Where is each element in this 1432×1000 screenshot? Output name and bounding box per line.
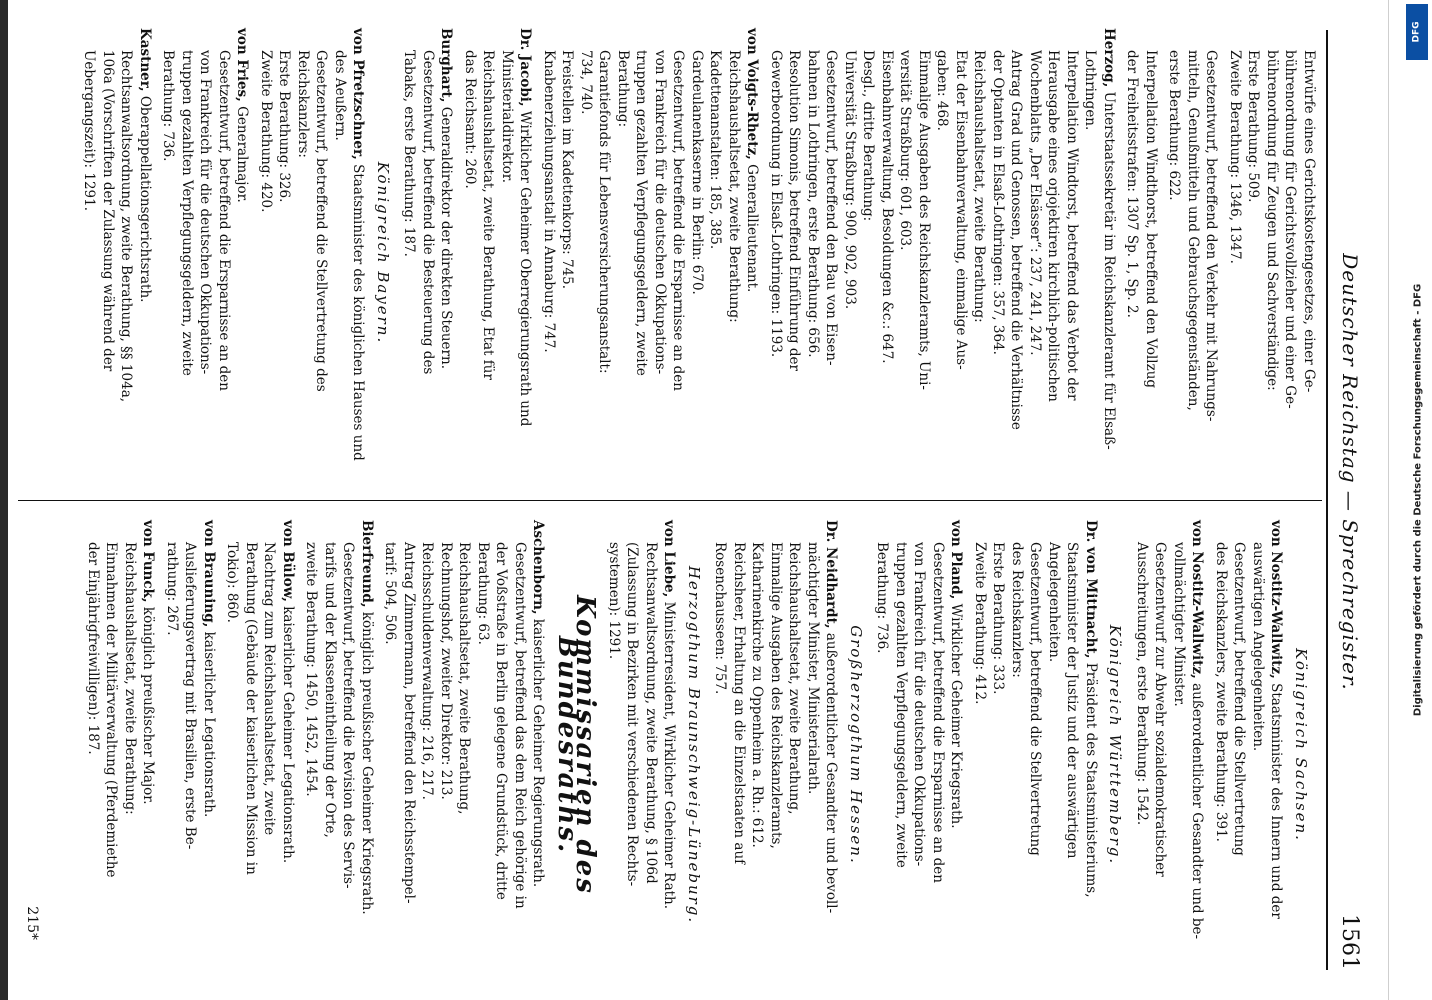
entry-line: [688, 28, 707, 478]
entry-line: [163, 520, 182, 970]
entry-line: [605, 520, 624, 970]
entry-text: Eisenbahnverwaltung, Besoldungen &c.: 647.: [879, 50, 895, 364]
digitization-caption: Digitalisierung gefördert durch die Deutsche Forschungsgemeinschaft - DFG: [1412, 283, 1424, 717]
entry-text: Berathung:: [615, 50, 631, 128]
entry-line: [743, 28, 762, 478]
entry-line: [474, 520, 493, 970]
entry-line: [455, 520, 474, 970]
register-entry: [873, 520, 966, 970]
entry-line: [159, 28, 178, 478]
entry-text: Staatsminister der Justiz und der auswärtigen Angelegenheiten.: [1046, 542, 1081, 859]
header-rule: [1326, 30, 1328, 970]
entry-text: der Einjährigfreiwilligen): 187.: [85, 542, 101, 755]
speaker-name: Dr. von Mittnacht,: [1083, 520, 1099, 659]
section-heading: Königreich Württemberg.: [1106, 624, 1125, 866]
entry-text: Gesetzentwurf zur Abwehr sozialdemokratischer: [1152, 542, 1169, 877]
entry-text: Rosenchausseen: 757.: [712, 542, 729, 695]
entry-text: Gesetzentwurf, betreffend die Stellvertretung: [1027, 542, 1044, 856]
entry-line: [1063, 28, 1082, 478]
entry-text: Gardeulanenkaserne in Berlin: 670.: [689, 50, 705, 295]
speaker-name: Bierfreund,: [359, 520, 375, 608]
entry-line: [730, 520, 749, 970]
entry-text: Herausgabe eines orjojektiren kirchlich-politischen: [1045, 50, 1062, 402]
entry-line: [1226, 28, 1245, 478]
entry-text: Etat der Eisenbahnverwaltung, einmalige Aus-: [953, 50, 969, 370]
entry-line: [623, 520, 642, 970]
entry-line: [669, 28, 688, 478]
entry-text: truppen gezahlten Verpflegungsgeldern, zweite: [893, 542, 909, 868]
register-entry: [159, 28, 252, 478]
entry-text: Generaldirektor der direkten Steuern.: [438, 106, 455, 369]
entry-text: Universität Straßburg: 900, 902, 903.: [842, 50, 858, 310]
entry-text: Kadettenanstalten: 185, 385.: [707, 50, 724, 250]
entry-text: Berathung: 736.: [874, 542, 891, 654]
section-heading: Herzogthum Braunschweig-Lüneburg.: [685, 565, 703, 925]
entry-text: Tabaks, erste Berathung: 187.: [401, 50, 418, 257]
entry-line: [400, 520, 419, 970]
entry-line: [121, 520, 140, 970]
entry-line: [1123, 28, 1142, 478]
entry-text: truppen gezahlten Verpflegungsgeldern, zweite: [179, 50, 195, 376]
register-entry: [381, 520, 548, 970]
entry-text: Rechtsanwaltsordnung, zweite Berathung, §§ 104a,: [118, 50, 135, 403]
entry-line: [767, 28, 786, 478]
entry-text: Freistellen im Kadettenkorps: 745.: [559, 50, 576, 290]
entry-text: des Reichskanzlers:: [1009, 542, 1025, 678]
entry-line: [99, 28, 118, 478]
entry-line: [558, 28, 577, 478]
entry-line: [437, 28, 456, 478]
entry-text: 734, 740.: [578, 50, 594, 115]
entry-text: Reichshaushaltsetat, zweite Berathung,: [786, 542, 803, 815]
entry-line: [785, 28, 804, 478]
entry-text: königlich preußischer Geheimer Kriegsrath.: [359, 611, 375, 915]
entry-text: erste Berathung: 622.: [1166, 50, 1183, 201]
entry-text: (Zulassung in Bezirken mit verschiedenen Rechts-: [624, 542, 641, 887]
entry-text: Wochenblatts „Der Elsässer“: 237, 241, 247.: [1027, 50, 1043, 356]
entry-text: Antrag Grad und Genossen, betreffend die Verhältnisse: [1008, 50, 1025, 430]
entry-text: Generalmajor.: [234, 106, 251, 203]
entry-line: [725, 28, 744, 478]
entry-line: [1082, 520, 1101, 970]
entry-line: [529, 520, 548, 970]
register-entry: [84, 520, 158, 970]
entry-line: [873, 520, 892, 970]
entry-line: [418, 520, 437, 970]
speaker-name: Dr. Jacobi,: [517, 28, 534, 107]
entry-line: [804, 520, 823, 970]
entry-line: [242, 520, 261, 970]
entry-text: Antrag Zimmermann, betreffend den Reichsstempel-: [401, 542, 417, 904]
entry-text: Knabenerziehungsanstalt in Annaburg: 747.: [541, 50, 557, 353]
entry-line: [1244, 28, 1263, 478]
entry-line: [437, 520, 456, 970]
speaker-name: von Voigts-Rhetz,: [744, 28, 761, 160]
register-entry: [711, 520, 841, 970]
entry-text: Reichskanzlers:: [295, 50, 311, 158]
section-heading: Königreich Sachsen.: [1292, 648, 1310, 842]
entry-line: [1212, 520, 1231, 970]
entry-text: truppen gezahlten Verpflegungsgeldern, zweite: [633, 50, 650, 376]
entry-line: [892, 520, 911, 970]
entry-line: [117, 28, 136, 478]
entry-text: Staatsminister des königlichen Hauses und: [350, 164, 367, 461]
speaker-name: von Nostitz-Wallwitz,: [1268, 520, 1285, 679]
entry-line: [321, 520, 340, 970]
entry-text: Wirklicher Geheimer Kriegsrath.: [948, 603, 965, 829]
scanned-page: [8, 0, 1388, 1000]
entry-line: [419, 28, 438, 478]
entry-line: [233, 28, 252, 478]
entry-line: [989, 28, 1008, 478]
entry-line: [859, 28, 878, 478]
entry-text: Interpellation Windthorst, betreffend den Vollzug: [1143, 50, 1159, 389]
entry-line: [349, 28, 368, 478]
entry-text: Ausschreitungen, erste Berathung: 1542.: [1134, 542, 1150, 826]
entry-line: [1300, 28, 1319, 478]
entry-line: [80, 28, 99, 478]
register-entry: [1123, 28, 1160, 478]
dfg-logo: [1406, 4, 1428, 60]
entry-text: Rechtsanwaltsordnung, zweite Berathung, § 106d: [643, 542, 659, 884]
speaker-name: Dr. Neidhardt,: [823, 520, 840, 629]
entry-line: [139, 520, 158, 970]
entry-line: [200, 520, 219, 970]
entry-text: Staatsminister des Innern und der: [1268, 683, 1285, 919]
entry-line: [1165, 28, 1184, 478]
entry-line: [970, 28, 989, 478]
entry-text: Einmalige Ausgaben des Reichskanzleramts, Uni-: [916, 50, 932, 390]
entry-text: Gewerbeordnung in Elsaß-Lothringen: 1193.: [768, 50, 784, 358]
entry-line: [896, 28, 915, 478]
entry-line: [223, 520, 242, 970]
speaker-name: von Fries,: [234, 28, 251, 102]
right-column: [79, 520, 1319, 970]
entry-line: [1202, 28, 1221, 478]
entry-text: von Frankreich für die deutschen Okkupations-: [197, 50, 214, 375]
entry-line: [929, 520, 948, 970]
entry-text: tarif: 504, 506.: [382, 542, 399, 645]
entry-text: Zweite Berathung: 1346, 1347.: [1227, 50, 1243, 264]
dfg-logo-text: DFG: [1411, 21, 1422, 43]
entry-text: Auslieferungsvertrag mit Brasilien, erste Be-: [182, 542, 199, 850]
entry-line: [381, 520, 400, 970]
entry-text: Gesetzentwurf, betreffend die Ersparnisse an den: [216, 50, 232, 391]
register-entry: [1133, 520, 1207, 970]
entry-text: Generallieutenant.: [744, 164, 761, 293]
speaker-name: Aschenborn,: [530, 520, 547, 615]
entry-line: [660, 520, 679, 970]
speaker-name: von Bülow,: [280, 520, 296, 602]
entry-line: [178, 28, 197, 478]
entry-text: bührenordnung für Zeugen und Sachverständige:: [1264, 50, 1280, 391]
entry-text: Gesetzentwurf, betreffend den Bau von Eisen-: [823, 50, 840, 366]
entry-line: [952, 28, 971, 478]
entry-line: [302, 520, 321, 970]
entry-text: gaben: 468.: [934, 50, 951, 131]
entry-line: [136, 28, 155, 478]
entry-line: [1133, 520, 1152, 970]
entry-text: mächtigter Minister, Ministerialrath.: [805, 542, 821, 795]
entry-line: [614, 28, 633, 478]
entry-line: [651, 28, 670, 478]
entry-line: [1008, 520, 1027, 970]
entry-text: Interpellation Windtorst, betreffend das Verbot der: [1064, 50, 1080, 401]
entry-text: Zweite Berathung: 420.: [258, 50, 274, 213]
speaker-name: Herzog,: [1101, 28, 1117, 88]
register-entry: [461, 28, 535, 478]
left-column: [75, 28, 1318, 478]
entry-text: zweite Berathung: 1450, 1452, 1454.: [303, 542, 320, 797]
entry-text: das Reichsamt: 260.: [462, 50, 478, 189]
entry-line: [971, 520, 990, 970]
entry-line: [275, 28, 294, 478]
entry-line: [1170, 520, 1189, 970]
entry-text: Reichshaushaltsetat, zweite Berathung:: [971, 50, 988, 323]
column-separator: [18, 500, 1322, 501]
register-entry: [302, 520, 376, 970]
entry-line: [878, 28, 897, 478]
entry-text: kaiserlicher Geheimer Legationsrath.: [280, 606, 296, 864]
entry-text: Lothringen.: [1082, 50, 1099, 131]
speaker-name: von Brauning,: [201, 520, 217, 628]
register-entry: [257, 28, 368, 478]
entry-line: [215, 28, 234, 478]
entry-line: [767, 520, 786, 970]
register-entry: [400, 28, 456, 478]
entry-text: 106a (Vorschriften der Zulassung während der: [100, 50, 116, 372]
entry-text: außerordentlicher Gesandter und be-: [1189, 683, 1206, 940]
entry-line: [294, 28, 313, 478]
entry-line: [358, 520, 377, 970]
running-title-left: Deutscher Reichstag: [1338, 253, 1362, 484]
entry-text: Tokio): 860.: [224, 542, 241, 623]
entry-line: [632, 28, 651, 478]
entry-line: [312, 28, 331, 478]
sidebar-divider: [1388, 0, 1389, 1000]
entry-text: außerordentlicher Gesandter und bevoll-: [823, 632, 840, 914]
entry-text: Gesetzentwurf, betreffend die Stellvertretung: [1231, 542, 1248, 856]
entry-text: Wirklicher Geheimer Oberregierungsrath und: [517, 110, 534, 427]
entry-line: [1230, 520, 1249, 970]
entry-text: Garantiefonds für Lebensversicherungsanstalt:: [596, 50, 613, 374]
entry-text: kaiserlicher Geheimer Regierungsrath.: [530, 618, 547, 888]
entry-text: Gesetzentwurf, betreffend die Stellvertretung des: [313, 50, 330, 392]
entry-text: Reichshaushaltsetat, zweite Berathung,: [456, 542, 473, 815]
entry-text: Desgl., dritte Berathung:: [860, 50, 877, 222]
speaker-name: Kastner,: [137, 28, 153, 92]
entry-line: [461, 28, 480, 478]
entry-text: Einnahmen der Militärverwaltung (Pferdemiethe: [103, 542, 120, 878]
register-entry: [971, 520, 1101, 970]
entry-line: [822, 28, 841, 478]
register-entry: [605, 520, 679, 970]
entry-text: königlich preußischer Major.: [140, 606, 157, 805]
entry-text: systemen): 1291.: [606, 542, 622, 660]
entry-text: von Frankreich für die deutschen Okkupations-: [911, 542, 928, 867]
entry-line: [841, 28, 860, 478]
entry-text: kaiserlicher Legationsrath.: [201, 631, 217, 818]
speaker-name: von Liebe,: [661, 520, 678, 598]
entry-line: [1045, 520, 1082, 970]
entry-line: [1281, 28, 1300, 478]
entry-text: tarifs und der Klasseneintheilung der Orte,: [322, 542, 338, 838]
entry-line: [257, 28, 276, 478]
entry-line: [785, 520, 804, 970]
register-entry: [540, 28, 762, 478]
running-title: Deutscher Reichstag — Sprechregister.: [1338, 253, 1362, 691]
entry-line: [339, 520, 358, 970]
entry-line: [196, 28, 215, 478]
scan-edge: [0, 0, 8, 1000]
register-entry: [80, 28, 154, 478]
page-number: 1561: [1337, 914, 1363, 970]
entry-text: der Optanten in Elsaß-Lothringen: 357, 364.: [990, 50, 1006, 355]
entry-line: [1267, 520, 1286, 970]
entry-text: bahnen in Lothringen, erste Berathung: 656.: [805, 50, 821, 358]
entry-text: Uebergangszeit): 1291.: [81, 50, 98, 212]
entry-text: bührenordnung für Gerichtsvollzieher und einer Ge-: [1282, 50, 1299, 409]
entry-line: [516, 28, 535, 478]
entry-line: [102, 520, 121, 970]
register-entry: [1212, 520, 1286, 970]
entry-line: [1142, 28, 1161, 478]
entry-text: Ministerresident, Wirklicher Geheimer Rath.: [661, 601, 678, 910]
entry-text: Entwürfe eines Gerichtskostengesetzes, einer Ge-: [1301, 50, 1317, 393]
entry-text: Berathung (Gebäude der kaiserlichen Mission in: [243, 542, 259, 875]
entry-text: Reichshaushaltsetat, zweite Berathung, Etat für: [480, 50, 497, 380]
entry-text: vollmächtigter Minister.: [1171, 542, 1187, 707]
entry-text: Gesetzentwurf, betreffend die Ersparnisse an den: [930, 542, 946, 883]
entry-text: Reichshaushaltsetat, zweite Berathung:: [122, 542, 138, 815]
entry-text: des Reichskanzlers, zweite Berathung: 391.: [1213, 542, 1229, 842]
entry-line: [400, 28, 419, 478]
entry-line: [1249, 520, 1268, 970]
entry-text: Ministerialdirektor.: [499, 50, 515, 184]
entry-line: [822, 520, 841, 970]
speaker-name: Burghart,: [438, 28, 455, 103]
entry-text: Gesetzentwurf, betreffend die Revision des Servis-: [340, 542, 357, 889]
rotated-page-content: [8, 0, 1380, 1000]
signature-mark: 215*: [24, 906, 40, 940]
entry-line: [1081, 28, 1100, 478]
entry-line: [989, 520, 1008, 970]
entry-line: [1263, 28, 1282, 478]
entry-text: der Voßstraße in Berlin gelegene Grundstück, dritte: [493, 542, 510, 900]
entry-text: von Frankreich für die deutschen Okkupations-: [652, 50, 668, 375]
entry-text: auswärtigen Angelegenheiten.: [1250, 542, 1266, 752]
entry-line: [910, 520, 929, 970]
section-heading-large: Kommissarien des Bundesraths.: [552, 595, 601, 895]
entry-text: Erste Berathung: 509.: [1245, 50, 1262, 203]
speaker-name: von Nostitz-Wallwitz,: [1189, 520, 1206, 679]
entry-text: Erste Berathung: 333.: [990, 542, 1007, 695]
entry-text: Reichsheer, Erhaltung an die Einzelstaaten auf: [731, 542, 747, 865]
section-heading: Königreich Bayern.: [374, 161, 392, 345]
entry-line: [804, 28, 823, 478]
entry-line: [279, 520, 298, 970]
entry-line: [1007, 28, 1026, 478]
entry-line: [84, 520, 103, 970]
entry-text: Gesetzentwurf, betreffend das dem Reich gehörige in: [512, 542, 528, 909]
entry-line: [1184, 28, 1203, 478]
entry-text: Gesetzentwurf, betreffend die Besteuerung des: [420, 50, 436, 375]
entry-line: [1026, 28, 1045, 478]
register-entry: [1165, 28, 1221, 478]
entry-text: Nachtrag zum Reichshaushaltsetat, zweite: [261, 542, 278, 836]
page-header: [1330, 30, 1370, 970]
entry-text: Rechnungshof, zweiter Direktor: 213.: [438, 542, 454, 800]
entry-text: Berathung: 736.: [160, 50, 177, 162]
entry-line: [642, 520, 661, 970]
entry-text: Resolution Simonis, betreffend Einführung der: [786, 50, 803, 371]
speaker-name: von Pland,: [948, 520, 965, 600]
entry-line: [711, 520, 730, 970]
entry-text: Zweite Berathung: 412.: [972, 542, 988, 705]
register-entry: [1226, 28, 1319, 478]
entry-line: [1151, 520, 1170, 970]
register-entry: [163, 520, 219, 970]
entry-line: [181, 520, 200, 970]
entry-line: [915, 28, 934, 478]
speaker-name: von Pfretzschner,: [350, 28, 367, 160]
entry-text: der Freiheitsstrafen: 1307 Sp. 1, Sp. 2.: [1124, 50, 1141, 318]
entry-text: Reichshaushaltsetat, zweite Berathung:: [726, 50, 742, 323]
register-entry: [767, 28, 1119, 478]
entry-text: Oberappellationsgerichtsrath.: [137, 95, 153, 303]
entry-line: [748, 520, 767, 970]
entry-text: Berathung: 63.: [475, 542, 491, 645]
entry-line: [331, 28, 350, 478]
entry-line: [540, 28, 559, 478]
entry-text: des Aeußern.: [332, 50, 348, 141]
entry-text: mitteln, Genußmitteln und Gebrauchsgegenständen,: [1185, 50, 1201, 411]
entry-text: Einmalige Ausgaben des Reichskanzleramts,: [768, 542, 784, 849]
entry-line: [1100, 28, 1119, 478]
entry-line: [492, 520, 511, 970]
entry-line: [933, 28, 952, 478]
entry-line: [511, 520, 530, 970]
entry-line: [479, 28, 498, 478]
entry-line: [1026, 520, 1045, 970]
entry-line: [595, 28, 614, 478]
entry-text: Katharinenkirche zu Oppenheim a. Rh.: 612.: [749, 542, 766, 848]
entry-line: [577, 28, 596, 478]
entry-text: Präsident des Staatsministeriums,: [1083, 662, 1099, 898]
entry-line: [260, 520, 279, 970]
entry-text: Unterstaatssekretär im Reichskanzleramt für Elsaß-: [1101, 91, 1117, 450]
running-title-right: Sprechregister.: [1338, 519, 1362, 691]
entry-line: [498, 28, 517, 478]
register-entry: [223, 520, 297, 970]
section-heading: Großherzogthum Hessen.: [847, 625, 865, 865]
entry-line: [1044, 28, 1063, 478]
entry-line: [947, 520, 966, 970]
entry-text: Gesetzentwurf, betreffend den Verkehr mit Nahrungs-: [1203, 50, 1220, 422]
speaker-name: von Funck,: [140, 520, 157, 603]
entry-text: Erste Berathung: 326.: [276, 50, 293, 203]
entry-text: Gesetzentwurf, betreffend die Ersparnisse an den: [670, 50, 687, 391]
entry-text: rathung: 267.: [164, 542, 180, 636]
entry-line: [706, 28, 725, 478]
entry-text: versität Straßburg: 601, 603.: [897, 50, 914, 251]
entry-line: [1188, 520, 1207, 970]
entry-text: Reichsschuldenverwaltung: 216, 217.: [419, 542, 436, 800]
